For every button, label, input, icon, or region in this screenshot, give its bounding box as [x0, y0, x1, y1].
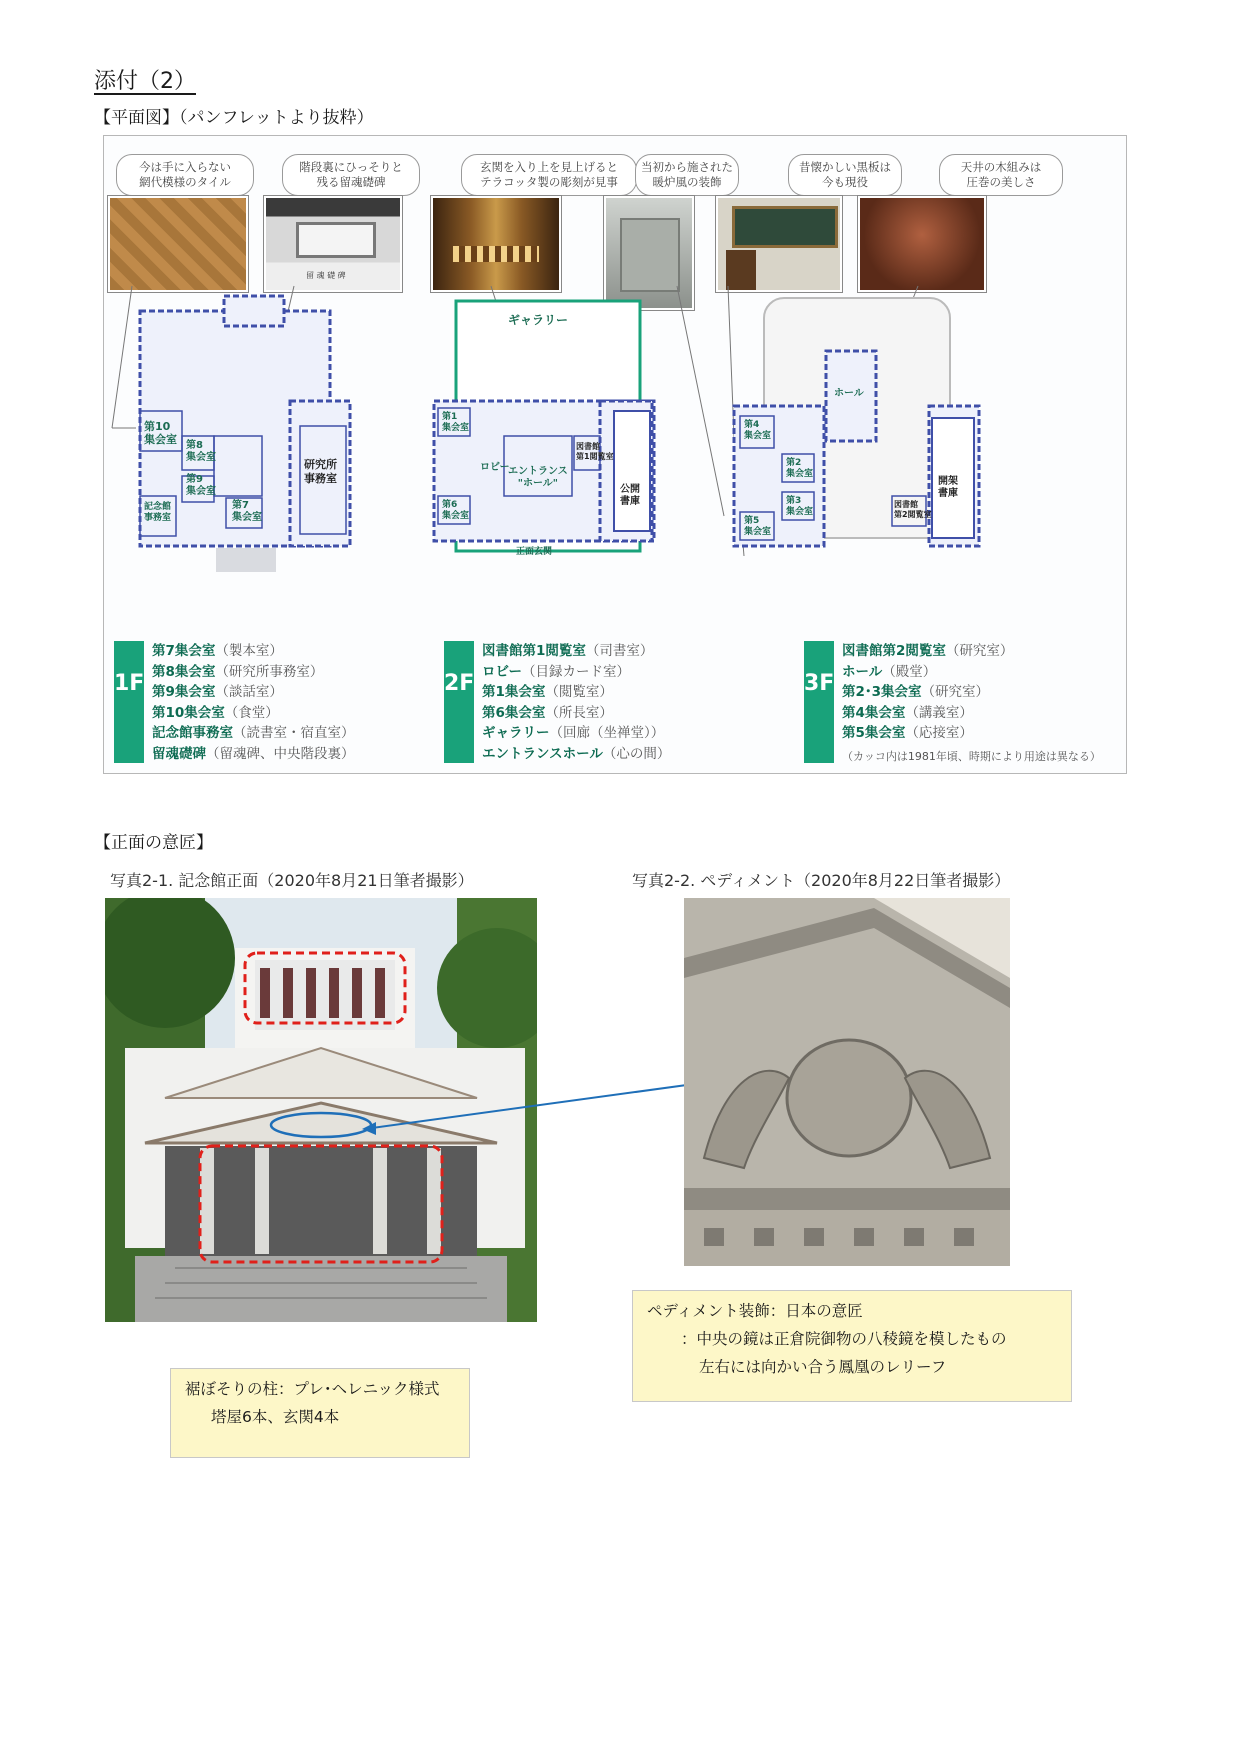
legend-use: （回廊（坐禅堂）） [549, 725, 665, 741]
room-label: 第5 集会室 [744, 516, 772, 537]
legend-use: （食堂） [224, 704, 279, 721]
legend-use: （研究室） [921, 684, 990, 700]
plan-heading: 【平面図】（パンフレットより抜粋） [94, 108, 374, 128]
front-heading: 【正面の意匠】 [94, 833, 213, 853]
bubble-text: 昔懐かしい黒板は 今も現役 [799, 160, 891, 189]
legend-room: エントランスホール [482, 745, 603, 762]
legend-item [482, 641, 670, 662]
room-label: 研究所 事務室 [304, 458, 337, 485]
legend-use: （談話室） [215, 684, 283, 700]
room-label: 正面玄関 [516, 547, 553, 557]
pediment-note-box [632, 1290, 1072, 1402]
legend-note: （カッコ内は1981年頃、時期により用途は異なる） [842, 749, 1101, 763]
room-label: 開架 書庫 [938, 476, 958, 499]
legend-item [842, 662, 1101, 683]
column-note-box [170, 1368, 470, 1458]
legend-item [152, 682, 355, 703]
room-label: 第7 集会室 [232, 500, 262, 523]
legend-item [152, 744, 355, 765]
legend-use: （所長室） [545, 704, 613, 721]
pediment-photo [684, 898, 1010, 1266]
legend-item [482, 723, 670, 744]
legend-use: （読書室・宿直室） [233, 725, 355, 741]
floor-plan-pamphlet [103, 135, 1127, 774]
legend-item [842, 682, 1101, 703]
legend-room: 第2･3集会室 [842, 684, 922, 700]
floor-plans-drawing [104, 136, 1126, 636]
pediment-note-line: 左右には向かい合う鳳凰のレリーフ [699, 1358, 947, 1376]
legend-item [152, 723, 355, 744]
legend-room: 第10集会室 [152, 704, 225, 721]
legend-room: 第9集会室 [152, 684, 216, 700]
legend-room: 図書館第2閲覧室 [842, 643, 946, 659]
room-label: 公開 書庫 [620, 484, 640, 507]
legend-use: （司書室） [585, 643, 654, 659]
connector-arrow [300, 1030, 700, 1140]
legend-item [842, 703, 1101, 724]
legend-room: 第5集会室 [842, 725, 906, 741]
bubble-text: 当初から施された 暖炉風の装飾 [641, 160, 733, 189]
legend-use: （研究所事務室） [215, 663, 324, 680]
legend-room: 第8集会室 [152, 663, 216, 680]
legend-room: 留魂礎碑 [152, 745, 206, 762]
bubble-text: 今は手に入らない 網代模様のタイル [139, 160, 231, 189]
floor-badge: 2F [444, 641, 474, 763]
legend-use: （研究室） [945, 643, 1014, 659]
legend-item [842, 641, 1101, 662]
bubble-text: 玄関を入り上を見上げると テラコッタ製の彫刻が見事 [480, 160, 618, 189]
room-label: 第10 集会室 [144, 420, 177, 446]
photo-caption-2: 写真2-2. ペディメント（2020年8月22日筆者撮影） [632, 871, 1011, 890]
legend-use: （製本室） [215, 643, 283, 659]
pediment-note-line: ペディメント装飾：日本の意匠 [647, 1302, 863, 1320]
legend-room: 図書館第1閲覧室 [482, 643, 586, 659]
legend-use: （目録カード室） [521, 663, 630, 680]
legend-use: （殿堂） [882, 663, 937, 680]
photo-caption-1: 写真2-1. 記念館正面（2020年8月21日筆者撮影） [110, 871, 474, 890]
room-label: 第4 集会室 [744, 420, 772, 441]
room-label: エントランス "ホール" [508, 466, 568, 489]
legend-use: （閲覧室） [545, 684, 613, 700]
room-label: 第2 集会室 [786, 458, 814, 479]
room-label: 第6 集会室 [442, 500, 470, 521]
bubble-text: 階段裏にひっそりと 残る留魂礎碑 [299, 160, 403, 189]
legend-3f [804, 641, 1104, 763]
floor-badge: 1F [114, 641, 144, 763]
legend-item [482, 662, 670, 683]
legend-item [152, 662, 355, 683]
legend-room: 第1集会室 [482, 684, 546, 700]
room-label: 第9 集会室 [186, 474, 216, 497]
room-label: 記念館 事務室 [144, 502, 172, 523]
page-title: 添付（2） [94, 69, 196, 94]
legend-room: 第7集会室 [152, 643, 216, 659]
legend-item [482, 682, 670, 703]
legend-room: ロビー [482, 663, 522, 680]
legend-room: 第6集会室 [482, 704, 546, 721]
legend-item [152, 703, 355, 724]
room-label: ロビー [480, 462, 510, 473]
legend-room: 第4集会室 [842, 704, 906, 721]
legend-item [482, 744, 670, 765]
floor-badge: 3F [804, 641, 834, 763]
legend-item [482, 703, 670, 724]
legend-1f [114, 641, 404, 763]
legend-use: （心の間） [602, 745, 671, 762]
column-note-line: 塔屋6本、玄関4本 [211, 1408, 340, 1426]
room-label: ギャラリー [508, 313, 569, 327]
pediment-note-line: ：中央の鏡は正倉院御物の八稜鏡を模したもの [681, 1330, 1007, 1348]
room-label: 第1 集会室 [442, 412, 470, 433]
legend-room: ギャラリー [482, 725, 550, 741]
room-label: ホール [834, 388, 864, 399]
room-label: 図書館 第2閲覧室 [894, 500, 932, 519]
legend-use: （講義室） [905, 704, 973, 721]
room-label: 第8 集会室 [186, 440, 216, 463]
legend-item [842, 723, 1101, 744]
legend-2f [444, 641, 734, 763]
legend-room: 記念館事務室 [152, 725, 233, 741]
bubble-text: 天井の木組みは 圧巻の美しさ [960, 160, 1042, 189]
room-label: 図書館 第1閲覧室 [576, 442, 614, 461]
stone-label: 留 魂 礎 碑 [306, 271, 346, 280]
column-note-line: 裾ぼそりの柱：プレ･ヘレニック様式 [185, 1380, 440, 1398]
legend-use: （応接室） [905, 725, 973, 741]
legend-use: （留魂碑、中央階段裏） [206, 745, 355, 762]
legend-room: ホール [842, 663, 883, 680]
room-label: 第3 集会室 [786, 496, 814, 517]
legend-item [152, 641, 355, 662]
